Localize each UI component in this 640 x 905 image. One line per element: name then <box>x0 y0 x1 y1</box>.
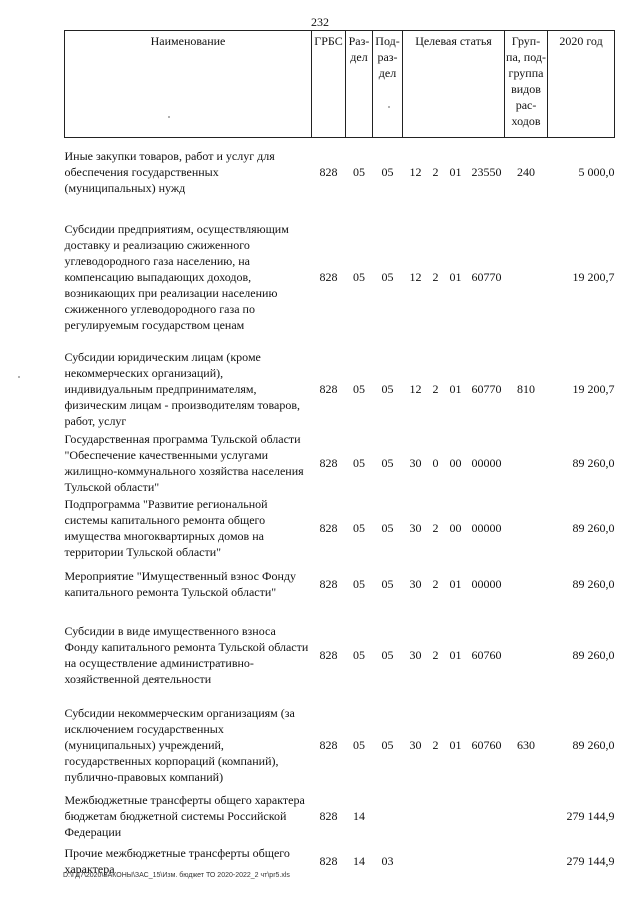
cell-target-subprogram: 2 <box>432 737 439 752</box>
table-row <box>65 430 615 496</box>
cell-grbs: 828 <box>319 808 338 823</box>
cell-subsection: 05 <box>381 576 394 591</box>
cell-amount: 89 260,0 <box>572 576 615 591</box>
scan-speck <box>168 116 170 118</box>
cell-subsection <box>373 788 403 844</box>
cell-target-subprogram <box>429 788 443 844</box>
row-name: Субсидии некоммерческим организациям (за исключением государственных (муниципальных) учреждений, государственных корпораций (компаний), публично-правовых компаний) <box>64 705 295 784</box>
cell-amount: 279 144,9 <box>566 808 615 823</box>
cell-target-program: 30 <box>409 455 422 470</box>
cell-grbs: 828 <box>319 520 338 535</box>
cell-target-subprogram: 2 <box>432 381 439 396</box>
cell-target-subprogram: 2 <box>432 647 439 662</box>
cell-target-direction: 60760 <box>471 647 502 662</box>
cell-section: 05 <box>353 455 365 470</box>
cell-expense-group <box>505 430 548 496</box>
cell-section: 05 <box>353 520 365 535</box>
cell-expense-group <box>505 496 548 560</box>
cell-amount: 89 260,0 <box>572 520 615 535</box>
cell-expense-group <box>505 206 548 348</box>
table-header-row <box>65 31 615 138</box>
row-name: Государственная программа Тульской области "Обеспечение качественными услугами жилищно-коммунального хозяйства населения Тульской области" <box>64 431 304 494</box>
cell-expense-group: 630 <box>517 737 536 752</box>
cell-target-event: 00 <box>449 520 462 535</box>
cell-section: 14 <box>353 853 365 868</box>
cell-target-event: 01 <box>449 576 462 591</box>
table-row <box>65 206 615 348</box>
cell-subsection: 05 <box>381 520 394 535</box>
cell-grbs: 828 <box>319 381 338 396</box>
cell-subsection: 03 <box>381 853 394 868</box>
cell-target-program: 12 <box>409 164 422 179</box>
cell-section: 05 <box>353 164 365 179</box>
cell-target-event <box>443 844 469 878</box>
cell-grbs: 828 <box>319 737 338 752</box>
cell-target-direction: 23550 <box>471 164 502 179</box>
cell-subsection: 05 <box>381 269 394 284</box>
table-row <box>65 560 615 608</box>
cell-grbs: 828 <box>319 853 338 868</box>
row-name: Мероприятие "Имущественный взнос Фонду капитального ремонта Тульской области" <box>64 568 296 599</box>
cell-expense-group <box>505 560 548 608</box>
cell-target-direction <box>469 788 505 844</box>
cell-target-program: 12 <box>409 381 422 396</box>
cell-subsection: 05 <box>381 381 394 396</box>
cell-target-event: 01 <box>449 269 462 284</box>
cell-target-direction: 60770 <box>471 269 502 284</box>
file-path-footer: D:\ГД7\2020\ЗАКОНЫ\ЗАС_15\Изм. бюджет ТО 2020-2022_2 чт\pr5.xls <box>63 872 290 879</box>
header-target-article: Целевая статья <box>403 31 505 138</box>
cell-target-direction: 60760 <box>471 737 502 752</box>
cell-target-direction: 00000 <box>471 520 502 535</box>
cell-section: 05 <box>353 647 365 662</box>
cell-target-direction: 60770 <box>471 381 502 396</box>
table-row <box>65 788 615 844</box>
cell-target-subprogram: 2 <box>432 520 439 535</box>
cell-expense-group <box>505 788 548 844</box>
header-section: Раз-дел <box>346 31 373 138</box>
cell-grbs: 828 <box>319 269 338 284</box>
cell-target-program: 30 <box>409 647 422 662</box>
cell-amount: 19 200,7 <box>572 269 615 284</box>
cell-expense-group: 240 <box>517 164 536 179</box>
cell-target-subprogram: 2 <box>432 576 439 591</box>
cell-target-event: 01 <box>449 164 462 179</box>
budget-table <box>64 30 615 878</box>
cell-target-direction <box>469 844 505 878</box>
cell-target-program: 30 <box>409 520 422 535</box>
cell-section: 05 <box>353 381 365 396</box>
cell-amount: 19 200,7 <box>572 381 615 396</box>
cell-target-event: 01 <box>449 737 462 752</box>
cell-target-program: 30 <box>409 576 422 591</box>
cell-grbs: 828 <box>319 164 338 179</box>
scan-speck <box>388 106 390 108</box>
cell-expense-group <box>505 844 548 878</box>
cell-subsection: 05 <box>381 164 394 179</box>
row-name: Иные закупки товаров, работ и услуг для обеспечения государственных (муниципальных) нужд <box>64 148 275 195</box>
cell-target-event: 01 <box>449 381 462 396</box>
table-row <box>65 702 615 788</box>
header-name: Наименование <box>65 31 312 138</box>
cell-grbs: 828 <box>319 576 338 591</box>
cell-amount: 5 000,0 <box>578 164 615 179</box>
cell-expense-group <box>505 608 548 702</box>
cell-amount: 279 144,9 <box>566 853 615 868</box>
cell-grbs: 828 <box>319 455 338 470</box>
cell-target-program: 12 <box>409 269 422 284</box>
cell-target-program <box>403 844 429 878</box>
row-name: Подпрограмма "Развитие региональной системы капитального ремонта общего имущества многоквартирных домов на территории Тульской области" <box>64 496 268 559</box>
cell-subsection: 05 <box>381 737 394 752</box>
header-subsection: Под-раз-дел <box>373 31 403 138</box>
table-row <box>65 496 615 560</box>
table-row <box>65 348 615 430</box>
row-name: Субсидии предприятиям, осуществляющим доставку и реализацию сжиженного углеводородного газа населению, на компенсацию выпадающих доходов, возникающих при реализации населению сжиженного углеводородного газа по регулируемым государством ценам <box>64 221 289 332</box>
cell-target-event: 00 <box>449 455 462 470</box>
cell-target-subprogram: 2 <box>432 269 439 284</box>
cell-amount: 89 260,0 <box>572 737 615 752</box>
table-row <box>65 608 615 702</box>
cell-target-subprogram: 0 <box>432 455 439 470</box>
cell-target-subprogram: 2 <box>432 164 439 179</box>
row-name: Межбюджетные трансферты общего характера бюджетам бюджетной системы Российской Федерации <box>64 792 305 839</box>
scan-speck <box>18 376 20 378</box>
cell-section: 05 <box>353 737 365 752</box>
cell-section: 14 <box>353 808 365 823</box>
header-expense-group: Груп-па, под-группа видов рас-ходов <box>505 31 548 138</box>
cell-amount: 89 260,0 <box>572 647 615 662</box>
row-name: Прочие межбюджетные трансферты общего характера <box>64 845 290 876</box>
cell-target-direction: 00000 <box>471 455 502 470</box>
row-name: Субсидии в виде имущественного взноса Фонду капитального ремонта Тульской области на осуществление административно-хозяйственной деятельности <box>64 623 309 686</box>
cell-target-event <box>443 788 469 844</box>
cell-target-event: 01 <box>449 647 462 662</box>
cell-target-program: 30 <box>409 737 422 752</box>
cell-section: 05 <box>353 269 365 284</box>
cell-subsection: 05 <box>381 647 394 662</box>
header-grbs: ГРБС <box>312 31 346 138</box>
row-name: Субсидии юридическим лицам (кроме некоммерческих организаций), индивидуальным предпринимателям, физическим лицам - производителям товаров, работ, услуг <box>64 349 301 428</box>
cell-subsection: 05 <box>381 455 394 470</box>
header-year: 2020 год <box>548 31 615 138</box>
cell-grbs: 828 <box>319 647 338 662</box>
cell-target-direction: 00000 <box>471 576 502 591</box>
table-row <box>65 138 615 206</box>
cell-expense-group: 810 <box>517 381 536 396</box>
cell-section: 05 <box>353 576 365 591</box>
cell-amount: 89 260,0 <box>572 455 615 470</box>
cell-target-subprogram <box>429 844 443 878</box>
page-number: 232 <box>311 15 329 29</box>
cell-target-program <box>403 788 429 844</box>
